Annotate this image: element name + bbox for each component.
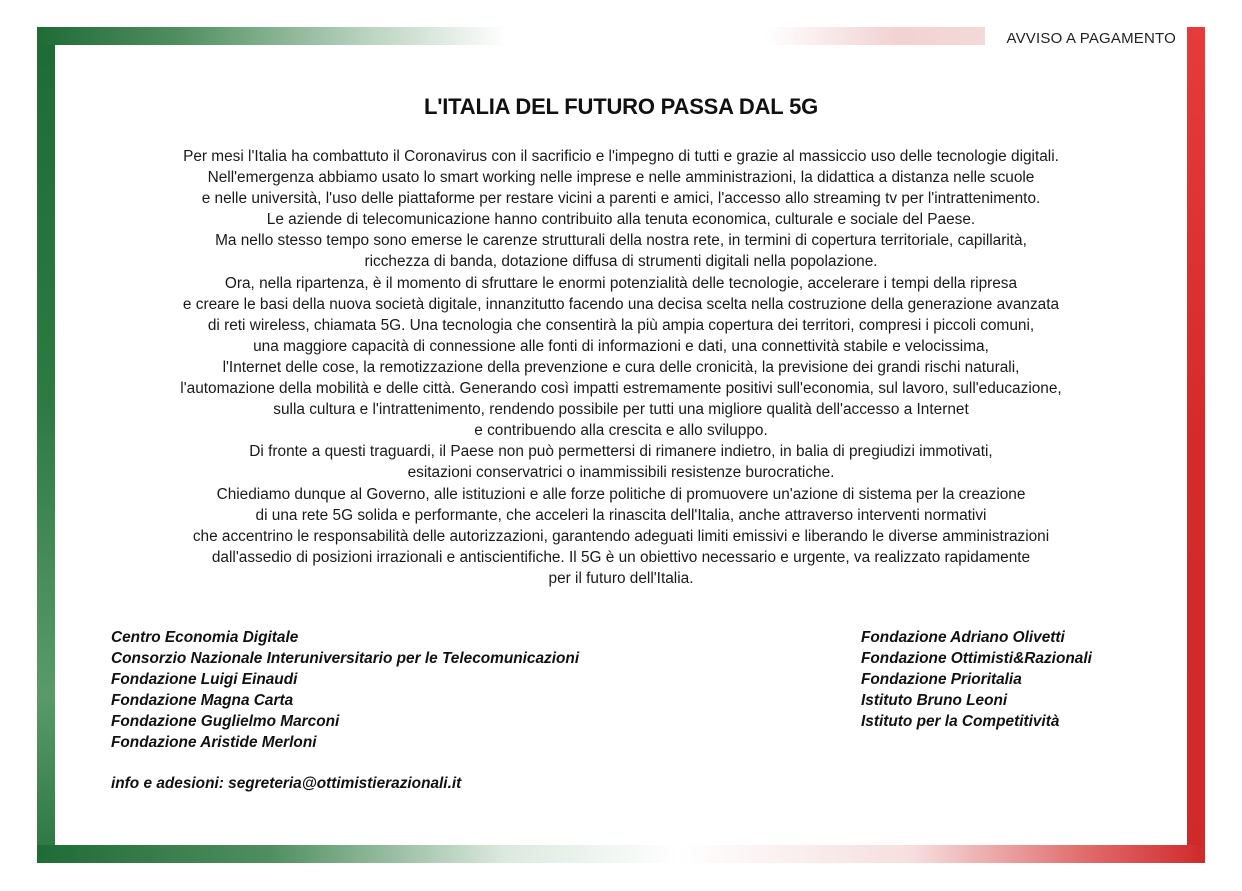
signatory: Fondazione Luigi Einaudi xyxy=(111,671,298,688)
red-right-border xyxy=(1187,27,1205,863)
body-line: che accentrino le responsabilità delle autorizzazioni, garantendo adeguati limiti emissivi e liberando le diverse amministrazioni xyxy=(192,527,1050,545)
body-line: Ma nello stesso tempo sono emerse le carenze strutturali della nostra rete, in termini di copertura territoriale, capillarità, xyxy=(215,232,1027,250)
body-line: e creare le basi della nuova società digitale, innanzitutto facendo una decisa scelta nella costruzione della generazione avanzata xyxy=(182,295,1060,313)
body-line: Nell'emergenza abbiamo usato lo smart working nelle imprese e nelle amministrazioni, la didattica a distanza nelle scuole xyxy=(207,169,1035,187)
body-line: e nelle università, l'uso delle piattaforme per restare vicini a parenti e amici, l'accesso allo streaming tv per l'intrattenimento. xyxy=(201,190,1041,208)
body-line: Di fronte a questi traguardi, il Paese non può permettersi di rimanere indietro, in balia di pregiudizi immotivati, xyxy=(249,443,993,461)
body-line: l'automazione della mobilità e delle città. Generando così impatti estremamente positivi sull'economia, sul lavoro, sull'educazione, xyxy=(180,380,1062,398)
signatory: Fondazione Prioritalia xyxy=(861,671,1022,688)
body-line: Per mesi l'Italia ha combattuto il Coronavirus con il sacrificio e l'impegno di tutti e grazie al massiccio uso delle tecnologie digitali. xyxy=(183,148,1059,165)
signatory: Consorzio Nazionale Interuniversitario per le Telecomunicazioni xyxy=(111,650,580,667)
body-line: ricchezza di banda, dotazione diffusa di strumenti digitali nella popolazione. xyxy=(364,253,878,271)
signatory: Fondazione Ottimisti&Razionali xyxy=(861,650,1092,667)
body-line: dall'assedio di posizioni irrazionali e antiscientifiche. Il 5G è un obiettivo necessario e urgente, va realizzato rapidamente xyxy=(211,548,1031,566)
signatory: Istituto per la Competitività xyxy=(861,713,1060,730)
green-left-border xyxy=(37,27,55,863)
body-line: per il futuro dell'Italia. xyxy=(548,569,694,587)
signatory: Centro Economia Digitale xyxy=(111,629,299,646)
green-top-border xyxy=(37,27,507,45)
body-line: esitazioni conservatrici o inammissibili resistenze burocratiche. xyxy=(407,464,835,482)
signatory: Fondazione Guglielmo Marconi xyxy=(111,713,340,730)
signatories-left xyxy=(111,627,579,753)
body-line: Ora, nella ripartenza, è il momento di sfruttare le enormi potenzialità delle tecnologie, accelerare i tempi della ripresa xyxy=(224,274,1018,292)
page-title: L'ITALIA DEL FUTURO PASSA DAL 5G xyxy=(423,94,819,119)
body-line: e contribuendo alla crescita e allo sviluppo. xyxy=(474,422,768,440)
signatory: Fondazione Magna Carta xyxy=(111,692,294,709)
body-text xyxy=(60,146,1182,589)
contact-info: info e adesioni: segreteria@ottimistierazionali.it xyxy=(111,775,462,792)
body-line: l'Internet delle cose, la remotizzazione della prevenzione e cura delle cronicità, la previsione dei grandi rischi naturali, xyxy=(222,358,1020,376)
body-line: di una rete 5G solida e performante, che acceleri la rinascita dell'Italia, anche attraverso interventi normativi xyxy=(255,506,987,524)
signatory: Fondazione Adriano Olivetti xyxy=(861,629,1065,646)
body-line: una maggiore capacità di connessione alle fonti di informazioni e dati, una connettività stabile e velocissima, xyxy=(253,337,989,355)
body-line: Le aziende di telecomunicazione hanno contribuito alla tenuta economica, culturale e sociale del Paese. xyxy=(266,211,976,229)
signatory: Istituto Bruno Leoni xyxy=(861,692,1008,709)
tricolor-bottom-border xyxy=(37,845,1205,863)
body-line: di reti wireless, chiamata 5G. Una tecnologia che consentirà la più ampia copertura dei territori, compresi i piccoli comuni, xyxy=(207,316,1035,334)
pink-top-border xyxy=(765,27,985,45)
paid-notice-label: AVVISO A PAGAMENTO xyxy=(1006,30,1176,47)
signatories-right xyxy=(861,627,1092,732)
body-line: Chiediamo dunque al Governo, alle istituzioni e alle forze politiche di promuovere un'azione di sistema per la creazione xyxy=(216,485,1026,503)
body-line: sulla cultura e l'intrattenimento, rendendo possibile per tutti una migliore qualità dell'accesso a Internet xyxy=(273,401,969,419)
signatory: Fondazione Aristide Merloni xyxy=(111,734,317,751)
